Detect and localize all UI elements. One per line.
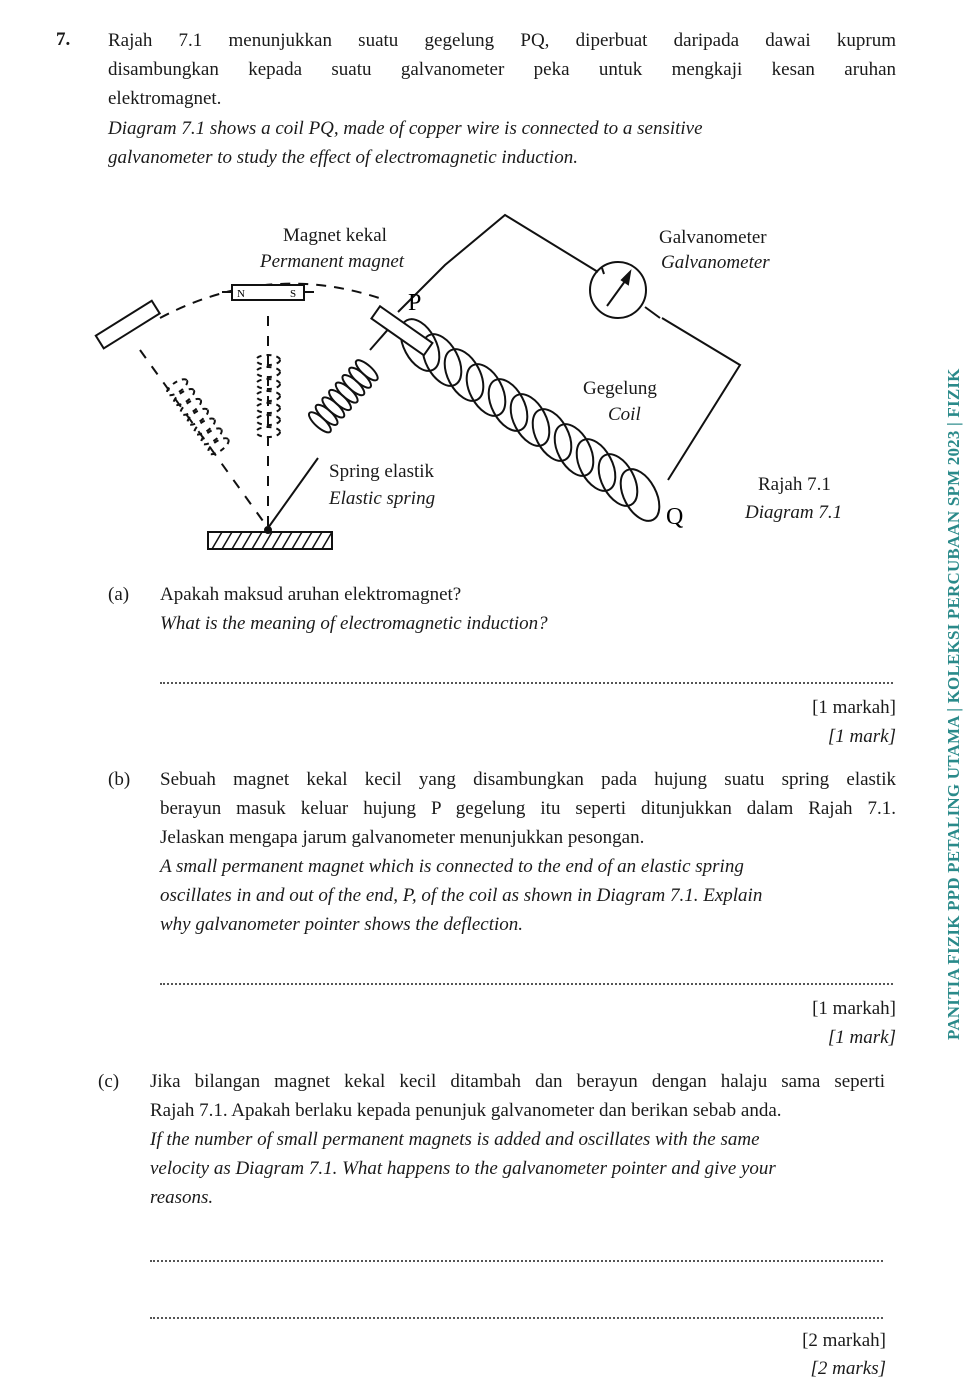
magnet-label-ms: Magnet kekal — [283, 225, 387, 246]
pole-n: N — [237, 288, 245, 300]
part-a-ms-line: Apakah maksud aruhan elektromagnet? — [160, 584, 462, 605]
part-c-en-line: If the number of small permanent magnets is added and oscillates with the same — [150, 1129, 760, 1150]
intro-en-line: galvanometer to study the effect of electromagnetic induction. — [108, 147, 578, 168]
coil-label-en: Coil — [608, 404, 641, 425]
pole-s: S — [290, 288, 297, 300]
part-c-label: (c) — [98, 1071, 120, 1092]
part-b-ms-line: Jelaskan mengapa jarum galvanometer menunjukkan pesongan. — [160, 827, 645, 848]
ghost-spring — [164, 376, 231, 457]
part-c-question — [150, 1067, 885, 1212]
part-b-marks-en — [828, 1027, 896, 1049]
intro-ms-line: disambungkan kepada suatu galvanometer peka untuk mengkaji kesan aruhan — [108, 59, 896, 80]
diagram-caption-en: Diagram 7.1 — [745, 502, 843, 523]
intro-en-line: Diagram 7.1 shows a coil PQ, made of copper wire is connected to a sensitive — [108, 118, 703, 139]
circuit-wire — [398, 215, 598, 312]
galvanometer-label-en: Galvanometer — [661, 252, 770, 273]
side-banner: PANITIA FIZIK PPD PETALING UTAMA | KOLEKSI PERCUBAAN SPM 2023 | FIZIK — [944, 368, 963, 1040]
part-b-marks-ms — [812, 998, 896, 1020]
part-c-ms-line: Rajah 7.1. Apakah berlaku kepada penunjuk galvanometer dan berikan sebab anda. — [150, 1100, 782, 1121]
coil-end-p: P — [408, 290, 422, 316]
part-c-en-line: velocity as Diagram 7.1. What happens to the galvanometer pointer and give your — [150, 1158, 776, 1179]
magnet-top-icon — [222, 285, 314, 300]
circuit-wire — [662, 318, 740, 480]
magnet-label-en: Permanent magnet — [260, 251, 405, 272]
marks-text: [1 mark] — [827, 726, 896, 747]
marks-text: [2 markah] — [802, 1330, 886, 1351]
swing-path — [140, 350, 268, 528]
coil-end-q: Q — [666, 504, 684, 530]
part-b-label: (b) — [108, 769, 131, 790]
part-c-ms-line: Jika bilangan magnet kekal kecil ditambah dan berayun dengan halaju sama seperti — [150, 1071, 885, 1092]
diagram-caption-ms: Rajah 7.1 — [758, 474, 831, 495]
part-a-answer-line[interactable] — [160, 682, 893, 684]
part-c-answer-line-2[interactable] — [150, 1317, 883, 1319]
part-b-en-line: oscillates in and out of the end, P, of the coil as shown in Diagram 7.1. Explain — [160, 885, 763, 906]
circuit-wire — [645, 307, 660, 318]
spring-label-ms: Spring elastik — [329, 461, 435, 482]
galvanometer-label-ms: Galvanometer — [659, 227, 767, 248]
part-b-question — [160, 765, 896, 939]
marks-text: [1 markah] — [812, 697, 896, 718]
part-b-en-line: why galvanometer pointer shows the deflection. — [160, 914, 524, 935]
spring-label-en: Elastic spring — [329, 488, 436, 509]
part-b-en-line: A small permanent magnet which is connected to the end of an elastic spring — [160, 856, 744, 877]
part-a-marks-en — [828, 726, 896, 748]
spring-wire — [268, 458, 318, 528]
magnet-left-icon — [96, 301, 160, 349]
part-b-ms-line: berayun masuk keluar hujung P gegelung itu seperti ditunjukkan dalam Rajah 7.1. — [160, 798, 896, 819]
part-c-marks-ms — [802, 1330, 886, 1352]
part-a-marks-ms — [812, 697, 896, 719]
part-c-en-line: reasons. — [150, 1187, 214, 1208]
galvanometer-icon — [590, 262, 646, 318]
part-a-en-line: What is the meaning of electromagnetic induction? — [160, 613, 548, 634]
intro-ms-line: Rajah 7.1 menunjukkan suatu gegelung PQ, diperbuat daripada dawai kuprum — [108, 30, 896, 51]
marks-text: [1 mark] — [827, 1027, 896, 1048]
coil-label-ms: Gegelung — [583, 378, 657, 399]
part-b-answer-line[interactable] — [160, 983, 893, 985]
part-c-answer-line-1[interactable] — [150, 1260, 883, 1262]
magnet-right-icon — [371, 306, 432, 355]
part-a-question — [160, 580, 896, 638]
marks-text: [2 marks] — [810, 1358, 886, 1379]
fixed-support-icon — [208, 527, 332, 549]
marks-text: [1 markah] — [812, 998, 896, 1019]
part-a-label: (a) — [108, 584, 130, 605]
question-number: 7. — [56, 29, 71, 50]
intro-ms-line: elektromagnet. — [108, 88, 222, 109]
part-b-ms-line: Sebuah magnet kekal kecil yang disambungkan pada hujung suatu spring elastik — [160, 769, 896, 790]
part-c-marks-en — [811, 1358, 886, 1380]
spring-icon — [306, 357, 380, 435]
